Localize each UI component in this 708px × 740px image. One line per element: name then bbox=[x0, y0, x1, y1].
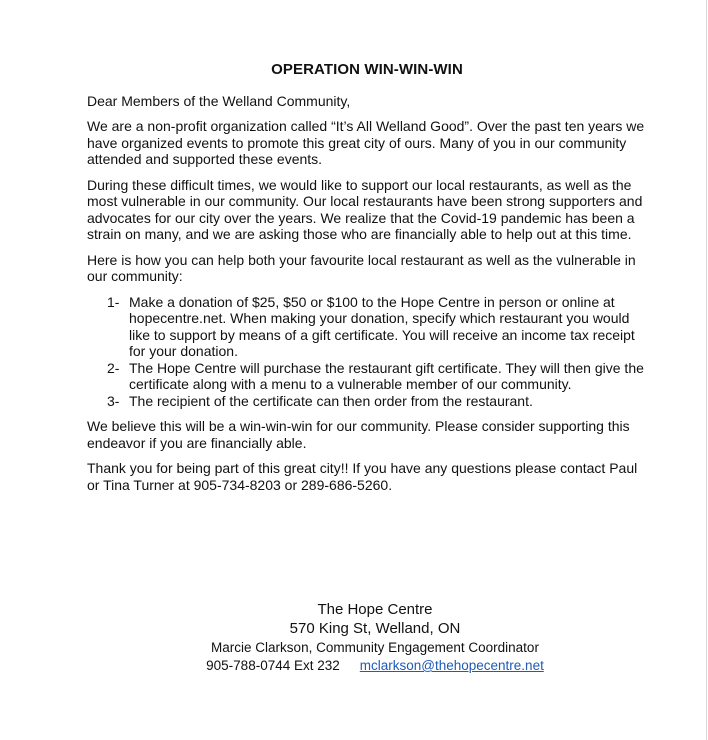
steps-list bbox=[87, 294, 647, 410]
step-text: Make a donation of $25, $50 or $100 to the Hope Centre in person or online at hopecentre.net. When making your donation, specify which restaurant you would like to support by means of a gift certificate. You will receive an income tax receipt for your donation. bbox=[129, 293, 635, 359]
paragraph-closing: We believe this will be a win-win-win for our community. Please consider supporting this endeavor if you are financially able. bbox=[87, 418, 630, 451]
paragraph-intro: We are a non-profit organization called “It’s All Welland Good”. Over the past ten years we have organized events to promote this great city of ours. Many of you in our community attended and supported these events. bbox=[87, 118, 645, 167]
contact-line bbox=[140, 657, 610, 675]
email-link[interactable]: mclarkson@thehopecentre.net bbox=[359, 658, 544, 673]
greeting: Dear Members of the Welland Community, bbox=[87, 92, 351, 109]
organization-name: The Hope Centre bbox=[317, 601, 433, 618]
step-number: 1- bbox=[107, 293, 120, 310]
paragraph-purpose: During these difficult times, we would like to support our local restaurants, as well as the most vulnerable in our community. Our local restaurants have been strong supporters and advocates for our city over the years. We realize that the Covid-19 pandemic has been a strain on many, and we are asking those who are financially able to help out at this time. bbox=[87, 176, 643, 242]
step-text: The Hope Centre will purchase the restaurant gift certificate. They will then give the certificate along with a menu to a vulnerable member of our community. bbox=[129, 359, 644, 392]
paragraph-how-to-help: Here is how you can help both your favourite local restaurant as well as the vulnerable in our community: bbox=[87, 251, 636, 284]
letter-title: OPERATION WIN-WIN-WIN bbox=[271, 61, 463, 78]
list-item bbox=[87, 360, 647, 393]
contact-name: Marcie Clarkson, Community Engagement Coordinator bbox=[211, 640, 539, 655]
step-number: 2- bbox=[107, 359, 120, 376]
step-number: 3- bbox=[107, 392, 120, 409]
step-text: The recipient of the certificate can then order from the restaurant. bbox=[129, 392, 533, 409]
organization-address: 570 King St, Welland, ON bbox=[289, 620, 461, 637]
signature-block bbox=[140, 600, 610, 675]
letter-body bbox=[87, 62, 647, 502]
list-item bbox=[87, 294, 647, 360]
contact-phone: 905-788-0744 Ext 232 bbox=[206, 658, 340, 673]
paragraph-thanks: Thank you for being part of this great city!! If you have any questions please contact Paul or Tina Turner at 905-734-8203 or 289-686-5260. bbox=[87, 460, 638, 493]
list-item bbox=[87, 393, 647, 410]
